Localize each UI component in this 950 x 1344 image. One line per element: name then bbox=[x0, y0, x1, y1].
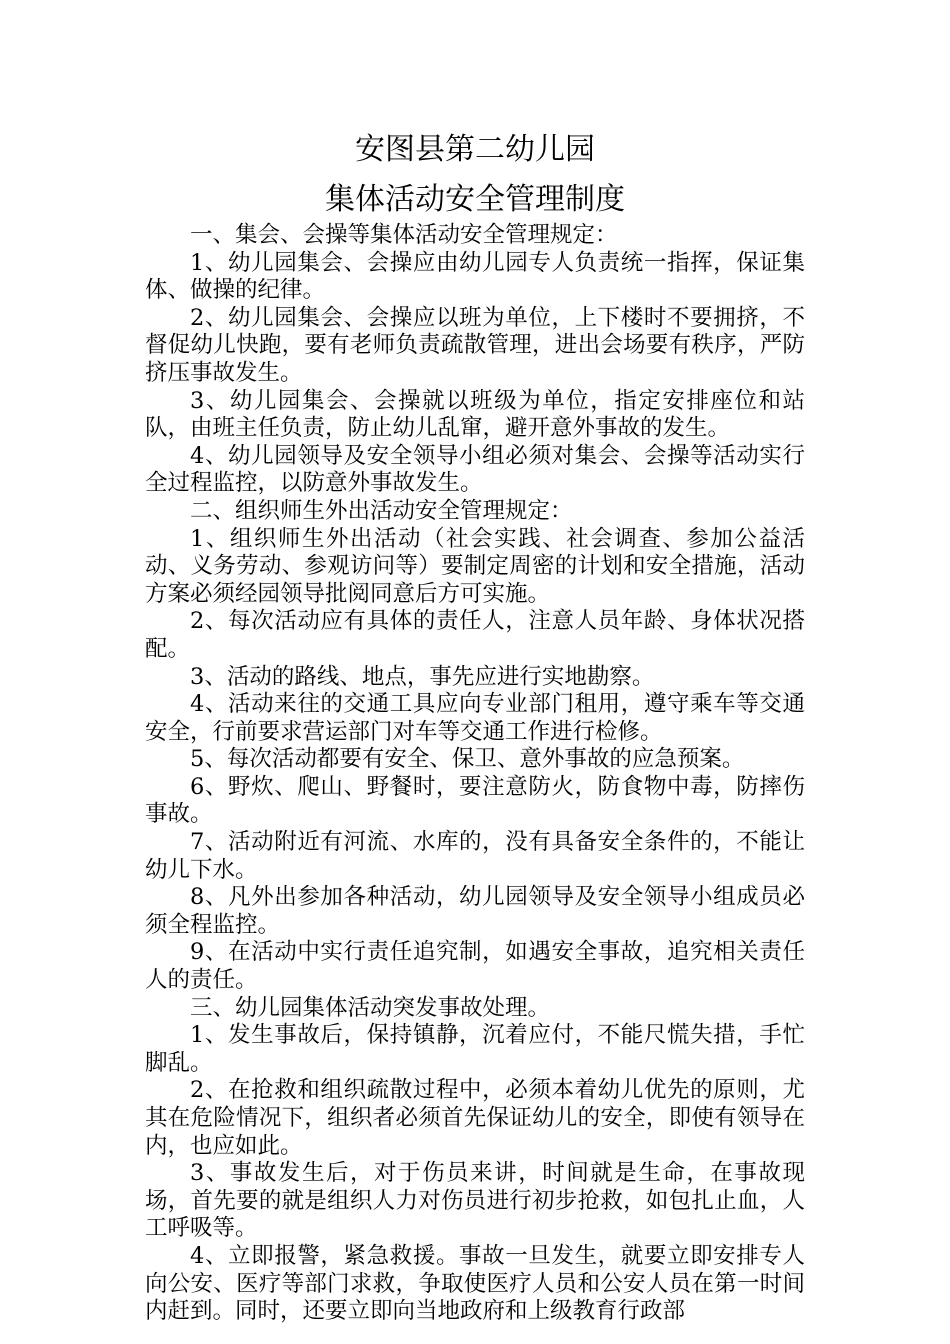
document-body bbox=[145, 222, 805, 1326]
paragraph: 1、幼儿园集会、会操应由幼儿园专人负责统一指挥，保证集体、做操的纪律。 bbox=[145, 249, 805, 304]
section-heading-3: 三、幼儿园集体活动突发事故处理。 bbox=[190, 994, 551, 1021]
paragraph: 3、幼儿园集会、会操就以班级为单位，指定安排座位和站队，由班主任负责，防止幼儿乱窜，避开意外事故的发生。 bbox=[145, 387, 805, 442]
paragraph: 3、活动的路线、地点，事先应进行实地勘察。 bbox=[190, 663, 655, 690]
paragraph: 8、凡外出参加各种活动，幼儿园领导及安全领导小组成员必须全程监控。 bbox=[145, 884, 805, 938]
paragraph: 2、幼儿园集会、会操应以班为单位，上下楼时不要拥挤，不督促幼儿快跑，要有老师负责疏散管理，进出会场要有秩序，严防挤压事故发生。 bbox=[145, 304, 805, 386]
section-heading-1: 一、集会、会操等集体活动安全管理规定： bbox=[190, 222, 618, 248]
paragraph: 1、组织师生外出活动（社会实践、社会调查、参加公益活动、义务劳动、参观访问等）要制定周密的计划和安全措施，活动方案必须经园领导批阅同意后方可实施。 bbox=[145, 525, 805, 607]
paragraph: 2、每次活动应有具体的责任人，注意人员年龄、身体状况搭配。 bbox=[145, 608, 805, 662]
paragraph: 1、发生事故后，保持镇静，沉着应付，不能尺慌失措，手忙脚乱。 bbox=[145, 1022, 805, 1076]
section-heading-2: 二、组织师生外出活动安全管理规定： bbox=[190, 497, 573, 524]
paragraph: 3、事故发生后，对于伤员来讲，时间就是生命，在事故现场，首先要的就是组织人力对伤员进行初步抢救，如包扎止血，人工呼吸等。 bbox=[145, 1160, 805, 1242]
document-title: 安图县第二幼儿园 bbox=[355, 132, 595, 167]
paragraph: 7、活动附近有河流、水库的，没有具备安全条件的，不能让幼儿下水。 bbox=[145, 829, 805, 883]
paragraph: 2、在抢救和组织疏散过程中，必须本着幼儿优先的原则，尤其在危险情况下，组织者必须首先保证幼儿的安全，即使有领导在内，也应如此。 bbox=[145, 1077, 805, 1159]
paragraph: 6、野炊、爬山、野餐时，要注意防火，防食物中毒，防摔伤事故。 bbox=[145, 773, 805, 828]
paragraph: 9、在活动中实行责任追究制，如遇安全事故，追究相关责任人的责任。 bbox=[145, 939, 805, 994]
paragraph: 5、每次活动都要有安全、保卫、意外事故的应急预案。 bbox=[190, 746, 745, 773]
document-subtitle: 集体活动安全管理制度 bbox=[325, 182, 625, 217]
paragraph: 4、幼儿园领导及安全领导小组必须对集会、会操等活动实行全过程监控，以防意外事故发生。 bbox=[145, 442, 805, 497]
paragraph: 4、活动来往的交通工具应向专业部门租用，遵守乘车等交通安全，行前要求营运部门对车等交通工作进行检修。 bbox=[145, 691, 805, 745]
paragraph: 4、立即报警，紧急救援。事故一旦发生，就要立即安排专人向公安、医疗等部门求救，争取使医疗人员和公安人员在第一时间内赶到。同时，还要立即向当地政府和上级教育行政部 bbox=[145, 1242, 805, 1325]
